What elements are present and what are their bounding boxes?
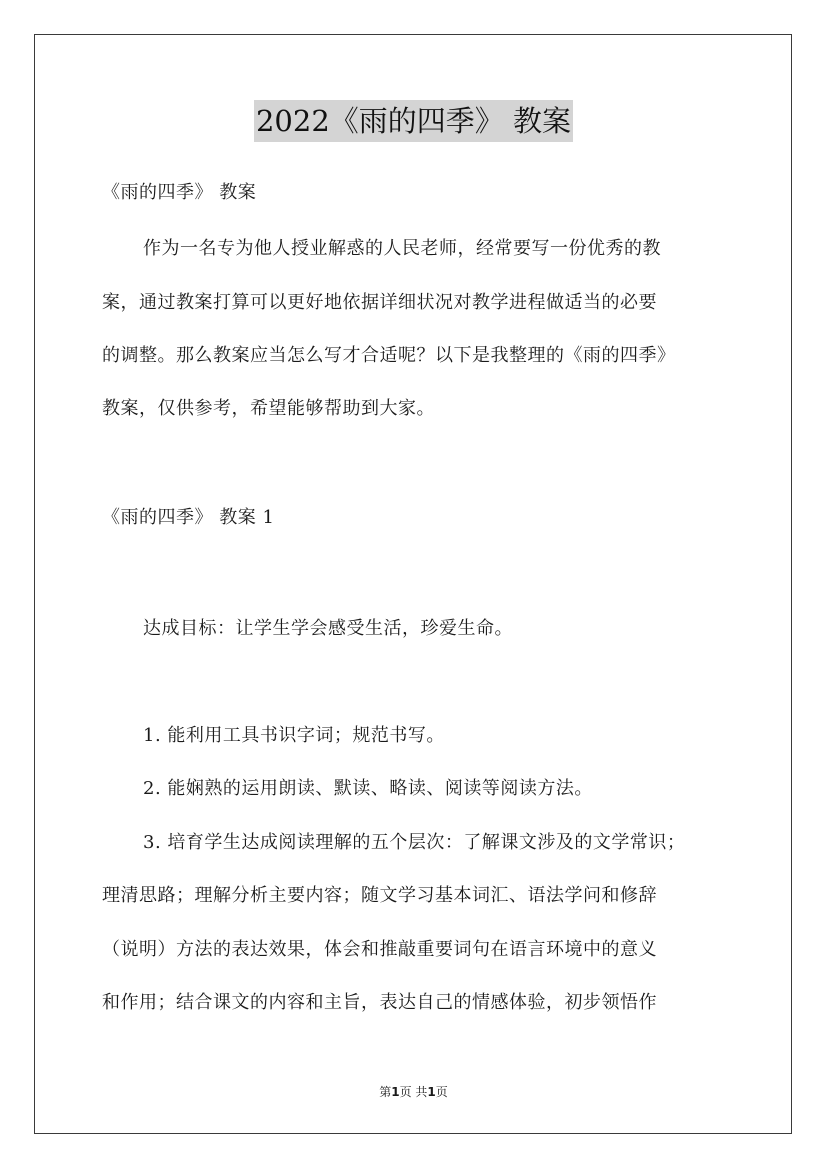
footer-page-mid: 页 共 bbox=[399, 1085, 428, 1099]
document-title-text: 2022《雨的四季》 教案 bbox=[254, 100, 573, 142]
list-item-1: 1. 能利用工具书识字词；规范书写。 bbox=[143, 725, 445, 746]
footer-page-current: 1 bbox=[391, 1085, 400, 1099]
document-subtitle: 《雨的四季》 教案 bbox=[102, 182, 257, 203]
intro-line-1: 作为一名专为他人授业解惑的人民老师，经常要写一份优秀的教 bbox=[143, 238, 661, 259]
document-title bbox=[0, 100, 827, 142]
goal-statement: 达成目标：让学生学会感受生活，珍爱生命。 bbox=[143, 618, 513, 639]
list-item-2: 2. 能娴熟的运用朗读、默读、略读、阅读等阅读方法。 bbox=[143, 778, 593, 799]
list-item-3-continuation-2: （说明）方法的表达效果，体会和推敲重要词句在语言环境中的意义 bbox=[102, 939, 657, 960]
footer-page-prefix: 第 bbox=[379, 1085, 392, 1099]
intro-line-2: 案，通过教案打算可以更好地依据详细状况对教学进程做适当的必要 bbox=[102, 292, 657, 313]
list-item-3: 3. 培育学生达成阅读理解的五个层次：了解课文涉及的文学常识； bbox=[143, 832, 686, 853]
intro-line-3: 的调整。那么教案应当怎么写才合适呢？以下是我整理的《雨的四季》 bbox=[102, 345, 676, 366]
footer-page-total: 1 bbox=[427, 1085, 436, 1099]
list-item-3-continuation-3: 和作用；结合课文的内容和主旨，表达自己的情感体验，初步领悟作 bbox=[102, 992, 657, 1013]
footer-page-suffix: 页 bbox=[435, 1085, 448, 1099]
page-footer bbox=[0, 1084, 827, 1100]
section-heading: 《雨的四季》 教案 1 bbox=[102, 507, 275, 528]
intro-line-4: 教案，仅供参考，希望能够帮助到大家。 bbox=[102, 398, 435, 419]
list-item-3-continuation-1: 理清思路；理解分析主要内容；随文学习基本词汇、语法学问和修辞 bbox=[102, 885, 657, 906]
